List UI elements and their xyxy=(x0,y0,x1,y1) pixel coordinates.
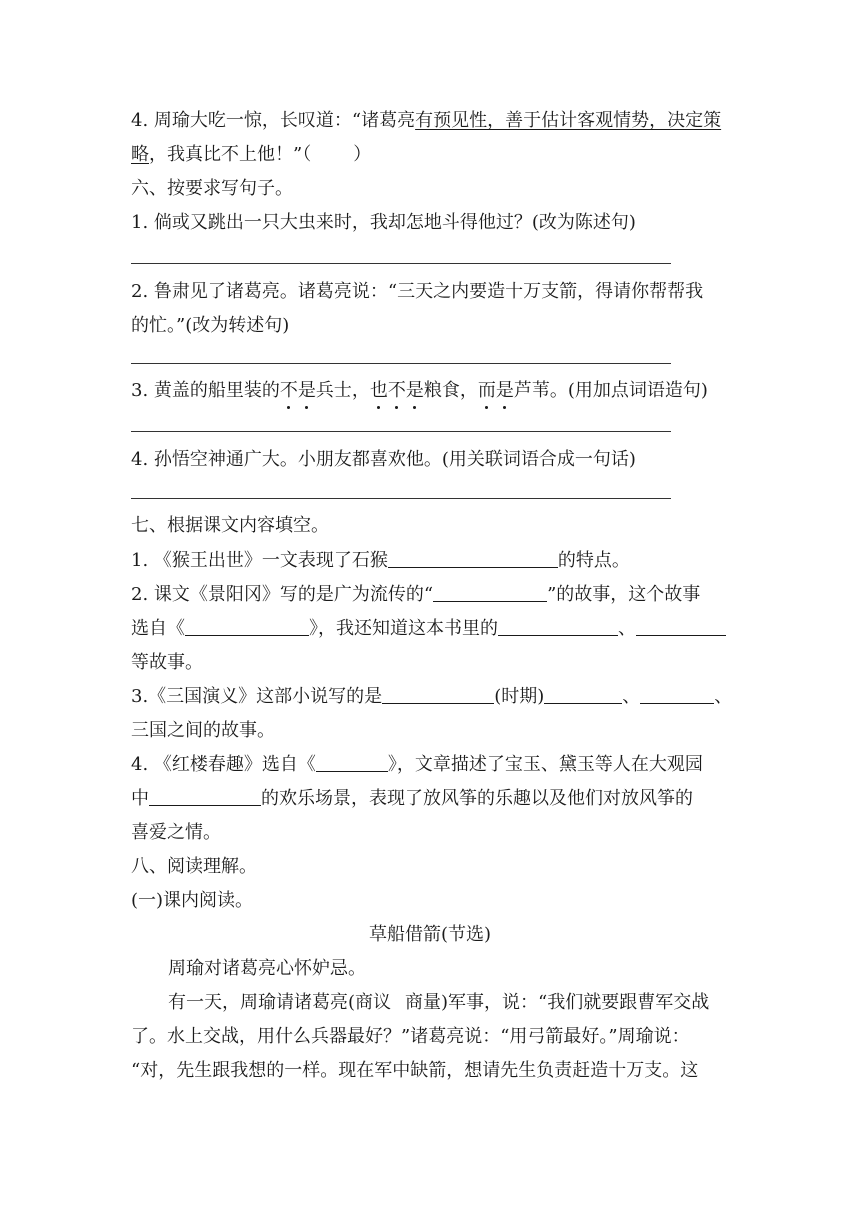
fill-blank[interactable] xyxy=(636,617,726,636)
s6-question-2-line-2: 的忙。”(改为转述句) xyxy=(131,315,290,336)
dotted-char: 不 xyxy=(279,380,298,401)
question-4-line-1: 4. 周瑜大吃一惊，长叹道：“诸葛亮有预见性，善于估计客观情势，决定策 xyxy=(131,110,722,131)
passage-paragraph-2-line-3: “对，先生跟我想的一样。现在军中缺箭，想请先生负责赶造十万支。这 xyxy=(131,1060,699,1081)
fill-blank[interactable] xyxy=(388,549,558,568)
fill-blank[interactable] xyxy=(433,583,547,602)
passage-title: 草船借箭(节选) xyxy=(368,924,492,945)
dotted-char: 是 xyxy=(495,380,514,401)
section-7-title: 七、根据课文内容填空。 xyxy=(131,515,329,536)
fill-blank[interactable] xyxy=(640,685,714,704)
fill-blank[interactable] xyxy=(544,685,622,704)
section-6-title: 六、按要求写句子。 xyxy=(131,178,293,199)
fill-blank[interactable] xyxy=(498,617,618,636)
passage-paragraph-1: 周瑜对诸葛亮心怀妒忌。 xyxy=(168,958,366,979)
s7-question-2-line-1: 2. 课文《景阳冈》写的是广为流传的“ ”的故事，这个故事 xyxy=(131,584,701,605)
s7-question-2-line-3: 等故事。 xyxy=(131,652,203,673)
dotted-char: 不 xyxy=(387,380,406,401)
dotted-char: 而 xyxy=(477,380,496,401)
s7-question-4-line-3: 喜爱之情。 xyxy=(131,822,221,843)
answer-line-2[interactable] xyxy=(131,363,671,364)
s7-question-4-line-2: 中 的欢乐场景，表现了放风筝的乐趣以及他们对放风筝的 xyxy=(131,788,693,809)
s7-question-3-line-2: 三国之间的故事。 xyxy=(131,720,275,741)
answer-line-4[interactable] xyxy=(131,498,671,499)
fill-blank[interactable] xyxy=(316,753,388,772)
s7-question-1: 1. 《猴王出世》一文表现了石猴 的特点。 xyxy=(131,550,630,571)
fill-blank[interactable] xyxy=(382,685,494,704)
s7-question-2-line-2: 选自《 》，我还知道这本书里的 、 xyxy=(131,617,726,641)
s7-question-3-line-1: 3.《三国演义》这部小说写的是 (时期) 、 、 xyxy=(131,686,733,707)
s6-question-1: 1. 倘或又跳出一只大虫来时，我却怎地斗得他过？(改为陈述句) xyxy=(131,212,636,233)
answer-line-1[interactable] xyxy=(131,263,671,264)
underlined-phrase: 有预见性，善于估计客观情势，决定策 xyxy=(415,110,722,131)
dotted-char: 也 xyxy=(369,380,388,401)
s6-question-2-line-1: 2. 鲁肃见了诸葛亮。诸葛亮说：“三天之内要造十万支箭，得请你帮帮我 xyxy=(131,281,704,302)
answer-line-3[interactable] xyxy=(131,431,671,432)
passage-paragraph-2-line-1: 有一天，周瑜请诸葛亮(商议 商量)军事，说：“我们就要跟曹军交战 xyxy=(168,992,710,1013)
underlined-phrase-end: 略 xyxy=(131,144,149,165)
dotted-char: 是 xyxy=(405,380,424,401)
fill-blank[interactable] xyxy=(149,787,261,806)
dotted-char: 是 xyxy=(297,380,316,401)
section-8-title: 八、阅读理解。 xyxy=(131,856,257,877)
s6-question-3: 3. 黄盖的船里装的不是兵士，也不是粮食，而是芦苇。(用加点词语造句) xyxy=(131,380,708,401)
fill-blank[interactable] xyxy=(185,617,309,636)
s7-question-4-line-1: 4. 《红楼春趣》选自《 》，文章描述了宝玉、黛玉等人在大观园 xyxy=(131,754,703,775)
subsection-1-title: (一)课内阅读。 xyxy=(131,890,254,911)
s6-question-4: 4. 孙悟空神通广大。小朋友都喜欢他。(用关联词语合成一句话) xyxy=(131,449,636,470)
passage-paragraph-2-line-2: 了。水上交战，用什么兵器最好？”诸葛亮说：“用弓箭最好。”周瑜说： xyxy=(131,1026,690,1047)
question-4-line-2: 略，我真比不上他！”（ ） xyxy=(131,144,372,165)
